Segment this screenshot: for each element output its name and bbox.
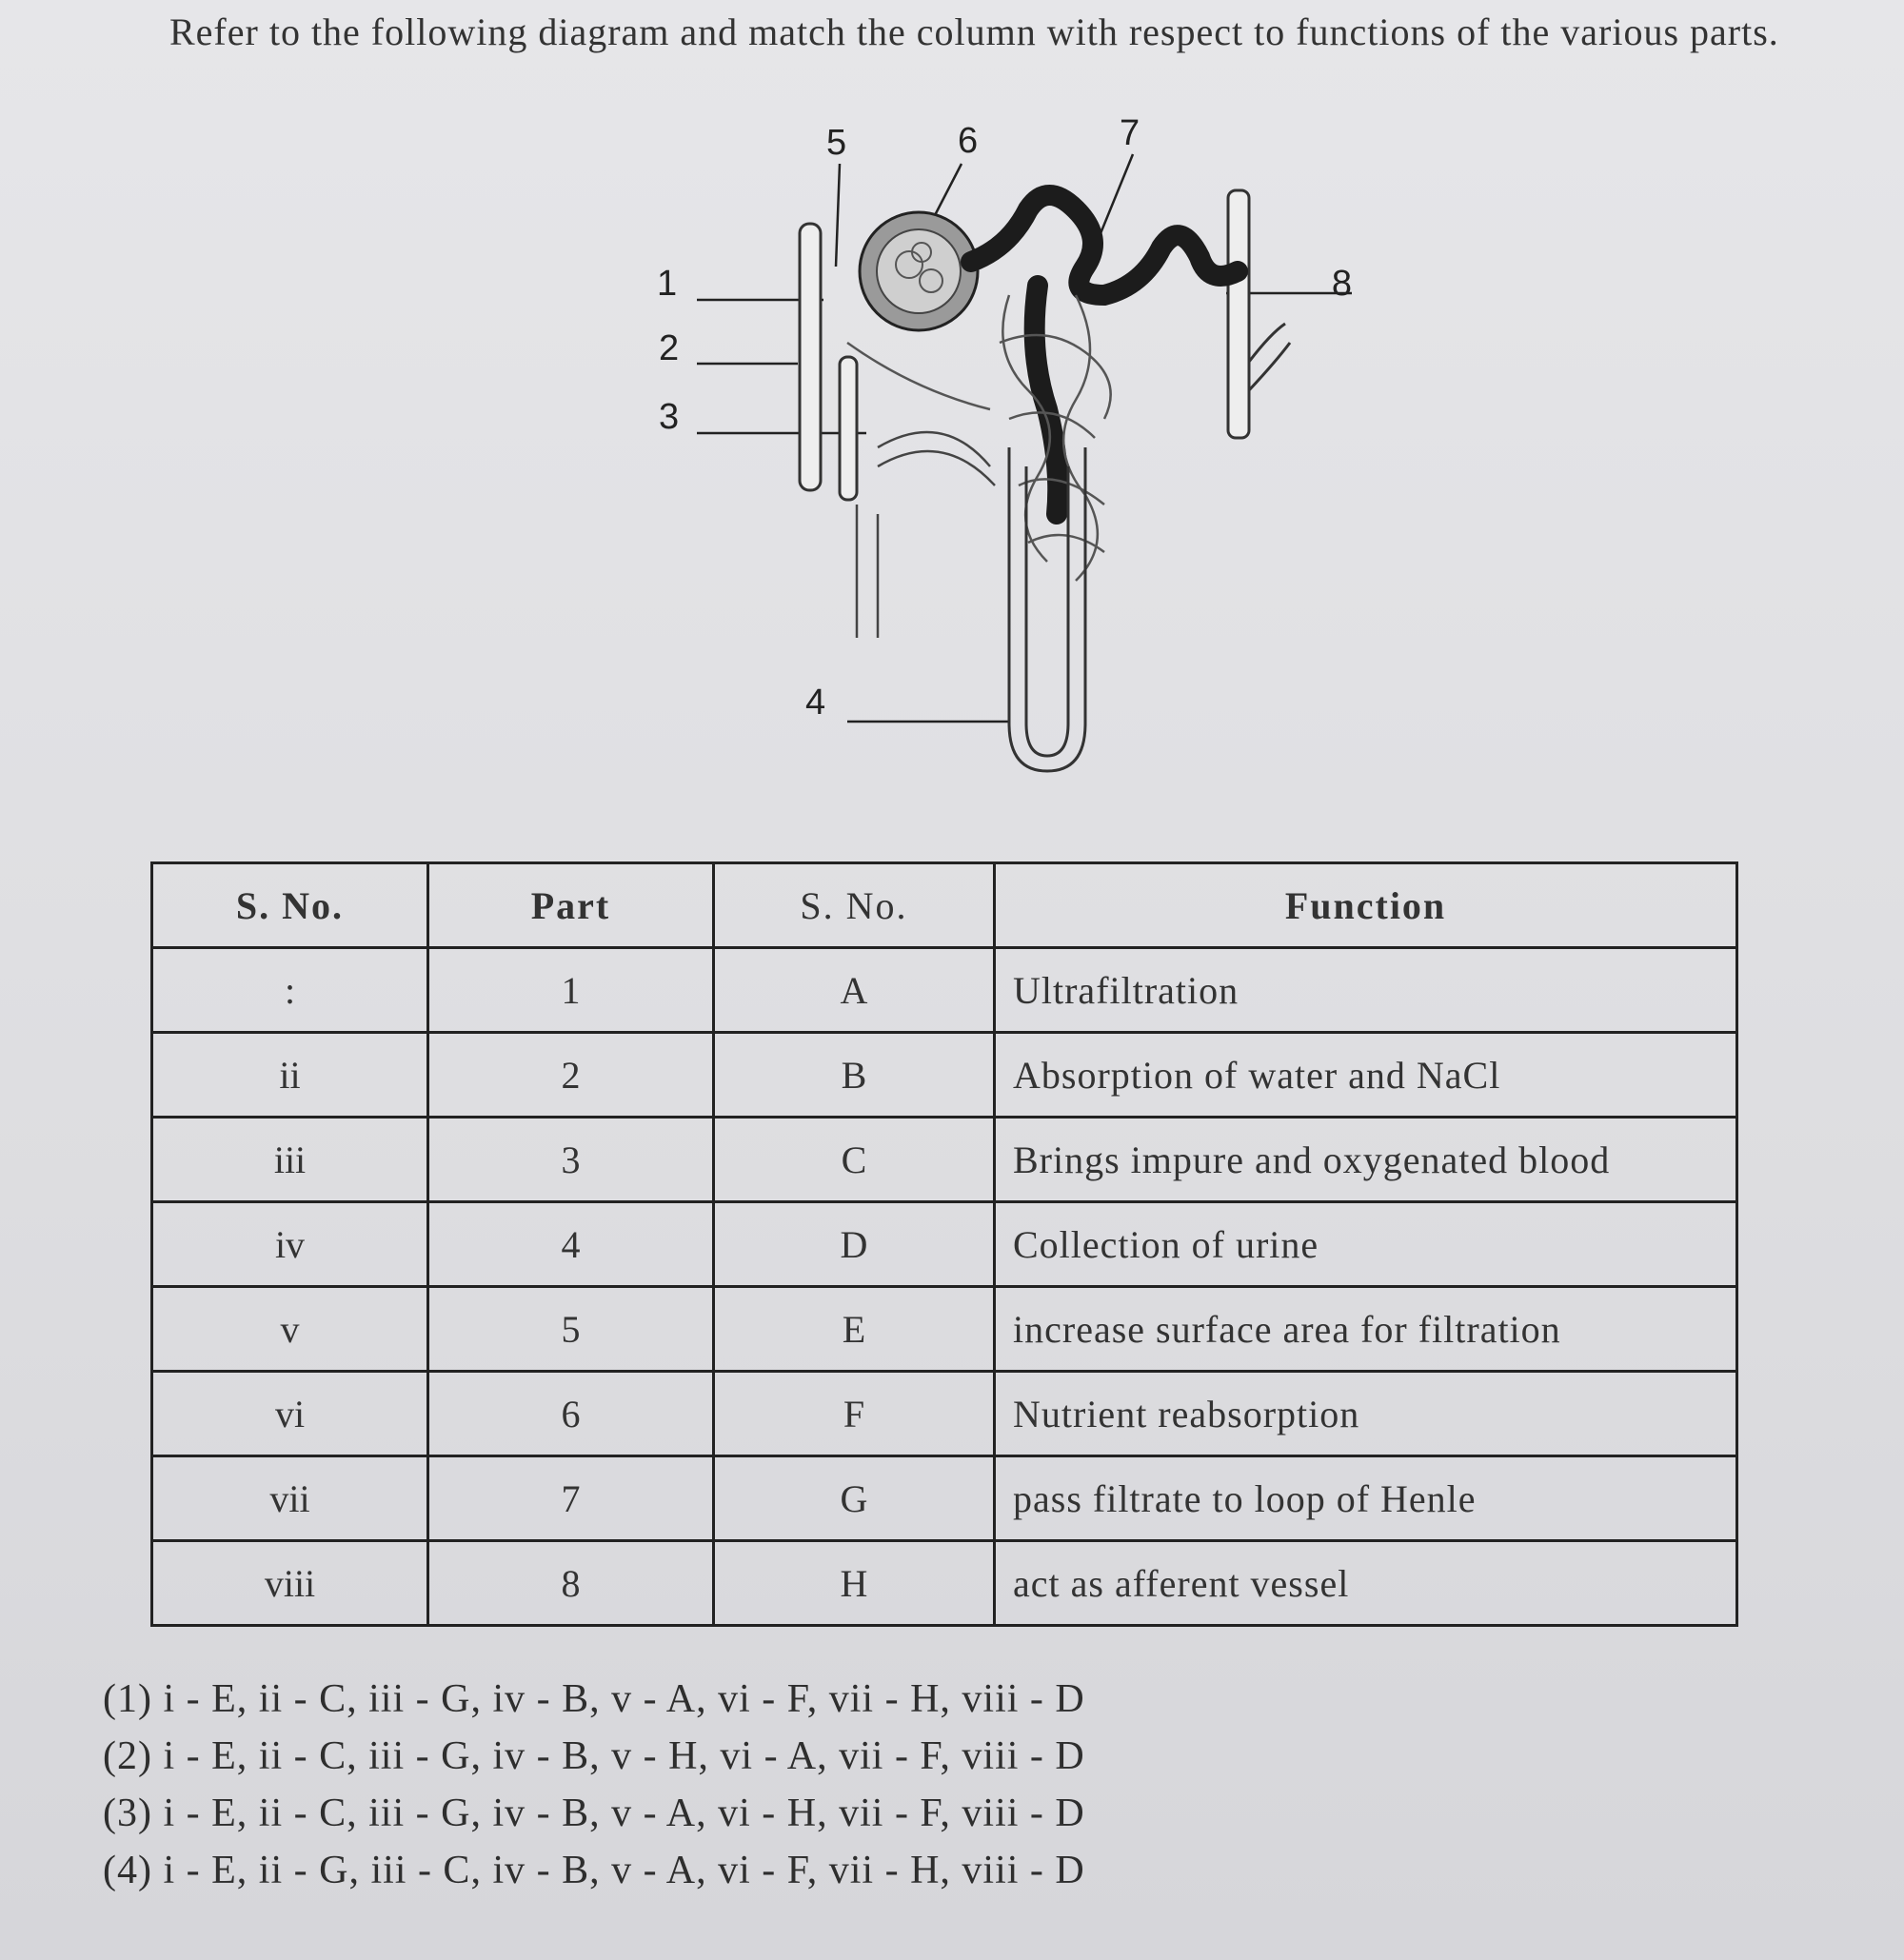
row-sno: vi — [152, 1372, 428, 1456]
table-row — [152, 1118, 1737, 1202]
header-sno: S. No. — [152, 863, 428, 948]
vasa-recta — [857, 432, 995, 638]
table-row — [152, 1541, 1737, 1626]
row-letter: F — [714, 1372, 995, 1456]
table-row — [152, 1202, 1737, 1287]
table-row — [152, 1033, 1737, 1118]
header-letter: S. No. — [714, 863, 995, 948]
renal-vessel — [1228, 190, 1290, 438]
row-letter: H — [714, 1541, 995, 1626]
row-function: Brings impure and oxygenated blood — [995, 1118, 1737, 1202]
row-sno: iv — [152, 1202, 428, 1287]
row-function: Nutrient reabsorption — [995, 1372, 1737, 1456]
table-row — [152, 948, 1737, 1033]
row-sno: v — [152, 1287, 428, 1372]
diagram-label-5: 5 — [826, 123, 847, 163]
row-sno: vii — [152, 1456, 428, 1541]
row-sno: : — [152, 948, 428, 1033]
loop-of-henle — [1009, 447, 1085, 771]
diagram-label-6: 6 — [958, 121, 979, 161]
row-part: 8 — [428, 1541, 714, 1626]
row-letter: G — [714, 1456, 995, 1541]
row-part: 4 — [428, 1202, 714, 1287]
option-3[interactable]: (3) i - E, ii - C, iii - G, iv - B, v - A, vi - H, vii - F, viii - D — [103, 1792, 1085, 1835]
table-row — [152, 1287, 1737, 1372]
row-letter: C — [714, 1118, 995, 1202]
row-sno: viii — [152, 1541, 428, 1626]
nephron-diagram — [628, 105, 1352, 790]
row-function: Ultrafiltration — [995, 948, 1737, 1033]
option-2[interactable]: (2) i - E, ii - C, iii - G, iv - B, v - H, vi - A, vii - F, viii - D — [103, 1734, 1085, 1778]
capillary-network — [847, 295, 1111, 581]
diagram-label-7: 7 — [1120, 113, 1140, 153]
row-part: 7 — [428, 1456, 714, 1541]
question-text: Refer to the following diagram and match the column with respect to functions of the various parts. — [169, 10, 1779, 53]
row-function: pass filtrate to loop of Henle — [995, 1456, 1737, 1541]
table-header-row — [152, 863, 1737, 948]
row-letter: E — [714, 1287, 995, 1372]
glomerulus — [860, 212, 978, 330]
option-1[interactable]: (1) i - E, ii - C, iii - G, iv - B, v - A, vi - F, vii - H, viii - D — [103, 1677, 1085, 1721]
convoluted-tubule — [971, 195, 1238, 514]
row-function: Collection of urine — [995, 1202, 1737, 1287]
row-part: 6 — [428, 1372, 714, 1456]
row-sno: iii — [152, 1118, 428, 1202]
answer-options — [103, 1671, 1340, 1899]
leader-lines — [697, 154, 1352, 722]
row-letter: B — [714, 1033, 995, 1118]
collecting-duct — [800, 224, 857, 500]
table-row — [152, 1372, 1737, 1456]
row-part: 1 — [428, 948, 714, 1033]
row-part: 3 — [428, 1118, 714, 1202]
row-function: Absorption of water and NaCl — [995, 1033, 1737, 1118]
diagram-label-2: 2 — [659, 328, 680, 368]
option-4[interactable]: (4) i - E, ii - G, iii - C, iv - B, v - A, vi - F, vii - H, viii - D — [103, 1849, 1085, 1892]
row-sno: ii — [152, 1033, 428, 1118]
match-table — [150, 861, 1738, 1627]
table-row — [152, 1456, 1737, 1541]
row-letter: D — [714, 1202, 995, 1287]
diagram-label-1: 1 — [657, 264, 678, 304]
row-letter: A — [714, 948, 995, 1033]
row-part: 2 — [428, 1033, 714, 1118]
header-part: Part — [428, 863, 714, 948]
row-function: act as afferent vessel — [995, 1541, 1737, 1626]
row-part: 5 — [428, 1287, 714, 1372]
diagram-label-4: 4 — [805, 683, 826, 723]
diagram-label-8: 8 — [1331, 264, 1352, 304]
diagram-label-3: 3 — [659, 397, 680, 437]
header-function: Function — [995, 863, 1737, 948]
row-function: increase surface area for filtration — [995, 1287, 1737, 1372]
